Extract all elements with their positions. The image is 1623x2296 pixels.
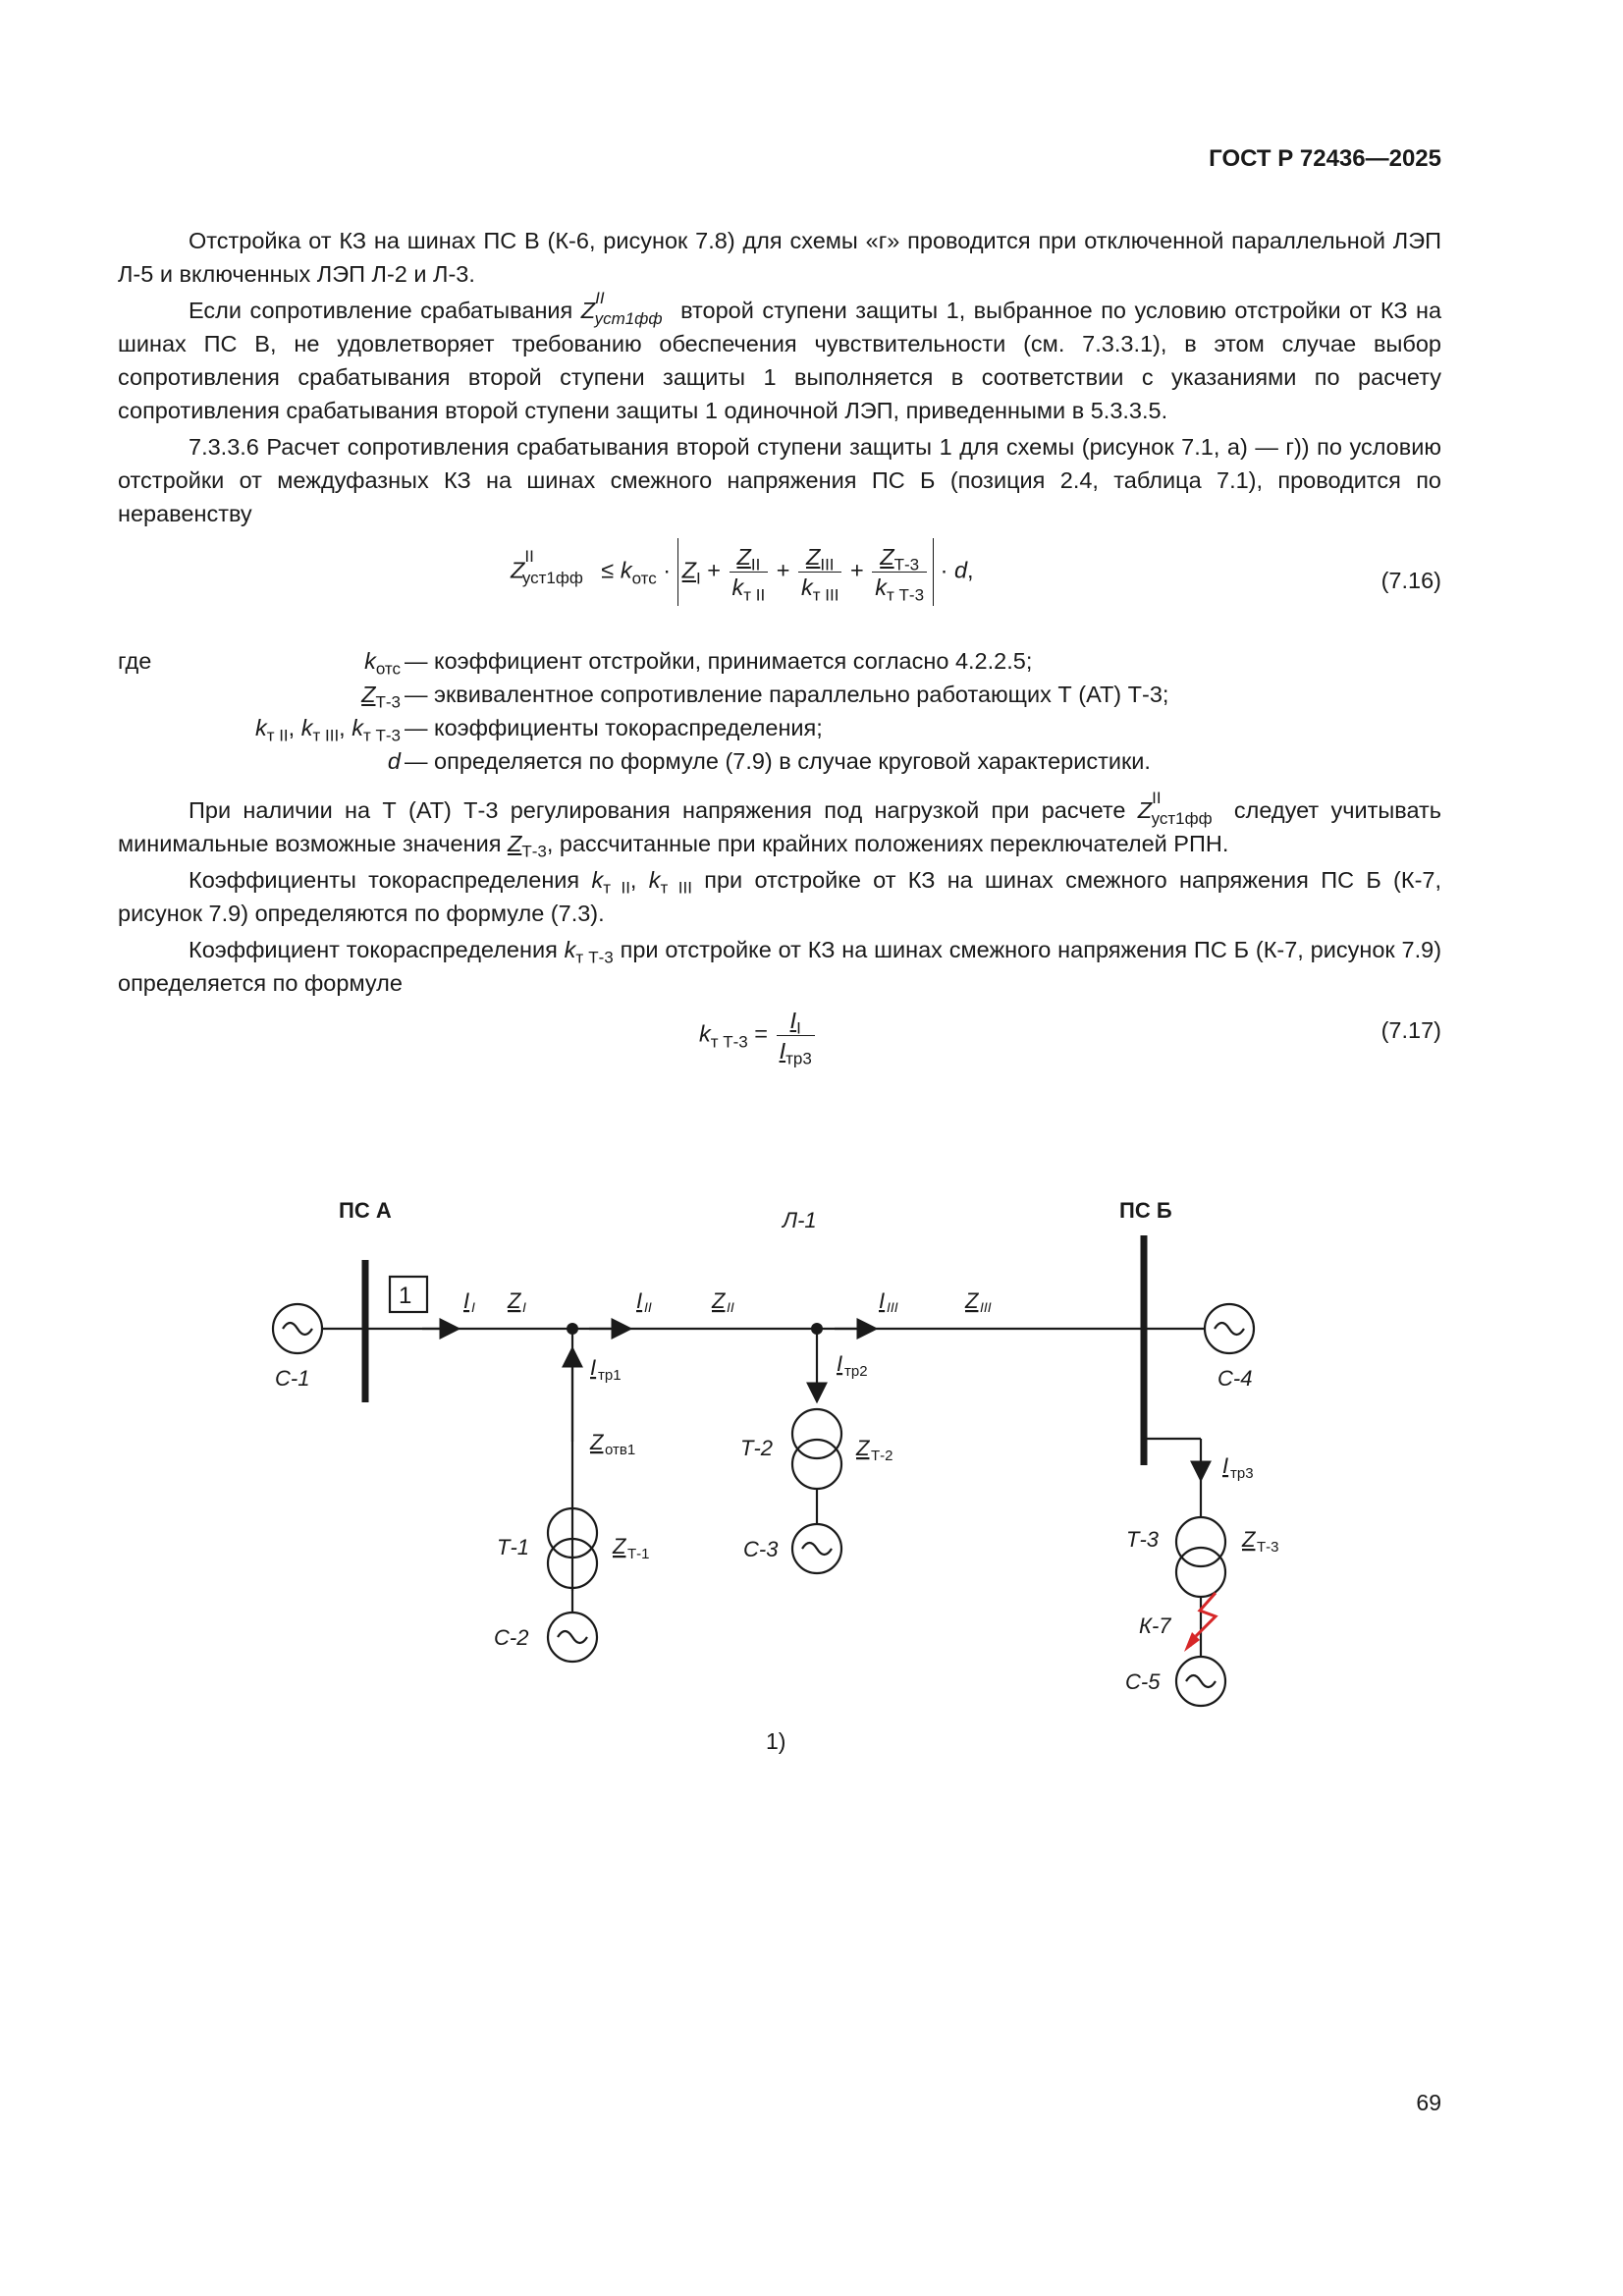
svg-text:Z: Z	[712, 1288, 726, 1313]
svg-text:Z: Z	[508, 1288, 521, 1313]
svg-text:Z: Z	[590, 1430, 604, 1454]
label-c2: С-2	[494, 1625, 529, 1650]
single-line-diagram	[0, 1178, 1623, 1787]
label-c3: С-3	[743, 1537, 779, 1561]
legend-text: — эквивалентное сопротивление параллельно работающих Т (АТ) Т-3;	[405, 682, 1169, 707]
label-ps-a: ПС А	[339, 1198, 392, 1223]
svg-text:тр2: тр2	[844, 1363, 868, 1380]
legend-text: — коэффициенты токораспределения;	[405, 715, 823, 740]
svg-text:отв1: отв1	[605, 1442, 636, 1458]
svg-text:Т-2: Т-2	[871, 1448, 893, 1464]
svg-text:Т-1: Т-1	[627, 1546, 650, 1562]
svg-text:II: II	[644, 1299, 652, 1315]
label-c4: С-4	[1217, 1366, 1253, 1391]
svg-text:I: I	[636, 1288, 643, 1313]
svg-text:Z: Z	[613, 1534, 626, 1558]
label-t2: Т-2	[740, 1436, 773, 1460]
label-t1: Т-1	[497, 1535, 529, 1559]
symbol-legend: где $k_{отс}$ — коэффициент отстройки, принимается согласно 4.2.2.5; $Z_{Т-3}$ — эквивалентное сопротивление параллельно работающих Т (АТ) Т-3; $k_{т II}$, $k_{т III}$, $k_{т Т-3}$ — коэффициенты токораспределения; d — определяется по формуле (7.9) в случае круговой характеристики.	[118, 644, 1441, 782]
svg-text:I: I	[463, 1288, 470, 1313]
where-label: где	[118, 648, 152, 674]
equation-number: (7.16)	[1380, 568, 1441, 593]
equation-body: $Z^{II}_{уст1фф} \le k_{отс} \cdot Z_I$ + $\frac{Z_{II}}{k_{т II}}$ + $\frac{Z_{III}}{k_{т III}}$ + $\frac{Z_{Т-3}}{k_{т Т-3}}$ · d,	[511, 538, 974, 606]
svg-text:тр3: тр3	[1230, 1465, 1254, 1482]
svg-text:III: III	[887, 1299, 898, 1315]
document-body	[118, 224, 1441, 1094]
label-line: Л-1	[783, 1208, 817, 1232]
svg-text:I: I	[1222, 1453, 1229, 1478]
transformer-t3	[1176, 1517, 1225, 1566]
page-number: 69	[1416, 2090, 1441, 2115]
paragraph: Коэффициенты токораспределения $k_{т II}$, $k_{т III}$ при отстройке от КЗ на шинах смежного напряжения ПС Б (К-7, рисунок 7.9) определяются по формуле (7.3).	[118, 867, 1441, 926]
svg-text:Z: Z	[856, 1436, 870, 1460]
svg-text:тр1: тр1	[598, 1367, 622, 1384]
paragraph: Отстройка от КЗ на шинах ПС В (К-6, рисунок 7.8) для схемы «г» проводится при отключенной параллельной ЛЭП Л-5 и включенных ЛЭП Л-2 и Л-3.	[118, 228, 1441, 287]
label-c5: С-5	[1125, 1669, 1161, 1694]
svg-text:I: I	[879, 1288, 886, 1313]
paragraph: Если сопротивление срабатывания $Z^{II}_{уст1фф}$ второй ступени защиты 1, выбранное по условию отстройки от КЗ на шинах ПС В, не удовлетворяет требованию обеспечения чувствительности (см. 7.3.3.1), в этом случае выбор сопротивления срабатывания второй ступени защиты 1 выполняется в соответствии с указаниями по расчету сопротивления срабатывания второй ступени защиты 1 одиночной ЛЭП, приведенными в 5.3.3.5.	[118, 289, 1442, 423]
legend-text: — определяется по формуле (7.9) в случае круговой характеристики.	[405, 748, 1151, 774]
svg-text:I: I	[522, 1299, 526, 1315]
legend-text: — коэффициент отстройки, принимается согласно 4.2.2.5;	[405, 648, 1033, 674]
label-t3: Т-3	[1126, 1527, 1159, 1552]
equation-body: $k_{т Т-3}$ = $\frac{I_I}{I_{тр3}}$	[699, 1006, 817, 1066]
paragraph: 7.3.3.6 Расчет сопротивления срабатывания второй ступени защиты 1 для схемы (рисунок 7.1, а) — г)) по условию отстройки от междуфазных КЗ на шинах смежного напряжения ПС Б (позиция 2.4, таблица 7.1), проводится по неравенству	[118, 434, 1441, 526]
svg-text:I: I	[837, 1351, 843, 1376]
paragraph: Коэффициент токораспределения $k_{т Т-3}$ при отстройке от КЗ на шинах смежного напряжения ПС Б (К-7, рисунок 7.9) определяется по формуле	[118, 937, 1442, 996]
paragraph: При наличии на Т (АТ) Т-3 регулирования напряжения под нагрузкой при расчете $Z^{II}_{уст1фф}$ следует учитывать минимальные возможные значения $Z_{Т-3}$, рассчитанные при крайних положениях переключателей РПН.	[118, 789, 1442, 861]
equation-7-17	[118, 1006, 1441, 1084]
figure-caption: 1)	[766, 1728, 786, 1754]
document-header: ГОСТ Р 72436—2025	[1209, 145, 1441, 172]
equation-number: (7.17)	[1380, 1017, 1441, 1043]
svg-text:Т-3: Т-3	[1257, 1539, 1279, 1556]
svg-text:Z: Z	[1242, 1527, 1256, 1552]
label-ps-b: ПС Б	[1119, 1198, 1172, 1223]
label-k7: К-7	[1139, 1613, 1171, 1638]
transformer-t2	[792, 1409, 841, 1458]
svg-text:I: I	[590, 1355, 597, 1380]
label-c1: С-1	[275, 1366, 310, 1391]
svg-text:III: III	[980, 1299, 992, 1315]
svg-text:II: II	[727, 1299, 734, 1315]
svg-text:I: I	[471, 1299, 475, 1315]
svg-text:Z: Z	[965, 1288, 979, 1313]
label-protection: 1	[399, 1283, 412, 1309]
equation-7-16	[118, 536, 1441, 634]
